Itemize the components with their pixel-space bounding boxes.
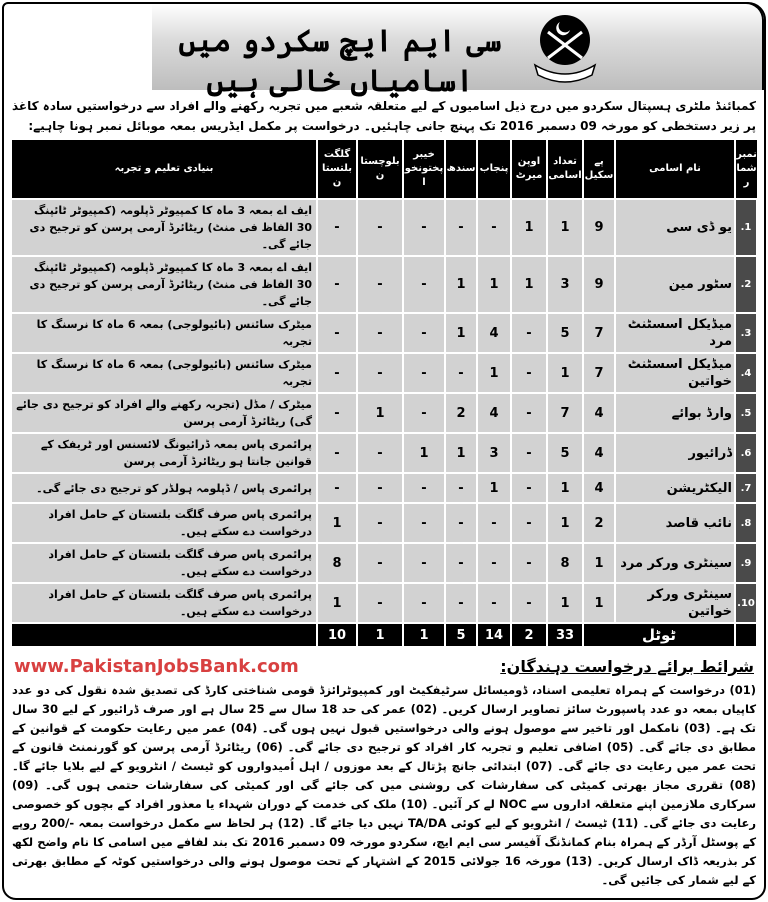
cell-open: - bbox=[511, 503, 547, 543]
cell-total: 5 bbox=[547, 313, 583, 353]
total-balochistan: 1 bbox=[357, 623, 403, 647]
cell-kp: - bbox=[403, 503, 445, 543]
cell-gb: 1 bbox=[317, 503, 357, 543]
cell-gb: - bbox=[317, 353, 357, 393]
cell-sindh: - bbox=[445, 353, 477, 393]
header-gilgit-baltistan: گلگت بلتستان bbox=[317, 140, 357, 199]
table-row bbox=[11, 583, 757, 623]
cell-kp: - bbox=[403, 256, 445, 313]
cell-no: 8. bbox=[735, 503, 757, 543]
cell-sindh: 1 bbox=[445, 256, 477, 313]
cell-gb: - bbox=[317, 393, 357, 433]
watermark: www.PakistanJobsBank.com bbox=[14, 656, 299, 677]
cell-open: - bbox=[511, 433, 547, 473]
header-post-name: نام اسامی bbox=[615, 140, 735, 199]
cell-scale: 4 bbox=[583, 433, 615, 473]
cell-scale: 1 bbox=[583, 583, 615, 623]
cell-scale: 4 bbox=[583, 393, 615, 433]
cell-balochistan: - bbox=[357, 353, 403, 393]
header-total-posts: تعداد اسامی bbox=[547, 140, 583, 199]
header-pay-scale: پے سکیل bbox=[583, 140, 615, 199]
cell-gb: - bbox=[317, 433, 357, 473]
table-row bbox=[11, 543, 757, 583]
cell-name: میڈیکل اسسٹنٹ خواتین bbox=[615, 353, 735, 393]
cell-name: سینٹری ورکر مرد bbox=[615, 543, 735, 583]
table-row bbox=[11, 199, 757, 256]
cell-name: سینٹری ورکر خواتین bbox=[615, 583, 735, 623]
header-sindh: سندھ bbox=[445, 140, 477, 199]
cell-kp: - bbox=[403, 543, 445, 583]
header bbox=[10, 4, 758, 99]
cell-total: 8 bbox=[547, 543, 583, 583]
header-qualification: بنیادی تعلیم و تجربہ bbox=[11, 140, 317, 199]
cell-no: 3. bbox=[735, 313, 757, 353]
header-punjab: پنجاب bbox=[477, 140, 511, 199]
header-serial: نمبر شمار bbox=[735, 140, 757, 199]
cell-total: 1 bbox=[547, 353, 583, 393]
cell-total: 1 bbox=[547, 199, 583, 256]
cell-qual: پرائمری پاس بمعہ ڈرائیونگ لائسنس اور ٹریفک کے قوانین جانتا ہو ریٹائرڈ آرمی پرسن bbox=[11, 433, 317, 473]
page-title: سی ایم ایچ سکردو میں اسامیاں خالی ہیں bbox=[178, 24, 502, 99]
cell-balochistan: 1 bbox=[357, 393, 403, 433]
cell-punjab: 1 bbox=[477, 473, 511, 503]
army-emblem-icon bbox=[530, 10, 600, 85]
ad-border bbox=[2, 2, 766, 900]
cell-no: 5. bbox=[735, 393, 757, 433]
cell-balochistan: - bbox=[357, 199, 403, 256]
cell-kp: - bbox=[403, 313, 445, 353]
cell-qual: میٹرک سائنس (بائیولوجی) بمعہ 6 ماہ کا نرسنگ کا تجربہ bbox=[11, 313, 317, 353]
cell-total: 3 bbox=[547, 256, 583, 313]
cell-qual: ایف اے بمعہ 3 ماہ کا کمپیوٹر ڈپلومہ (کمپیوٹر ٹائپنگ 30 الفاظ فی منٹ) ریٹائرڈ آرمی پرسن کو ترجیح دی جائے گی۔ bbox=[11, 256, 317, 313]
cell-scale: 9 bbox=[583, 199, 615, 256]
cell-no: 6. bbox=[735, 433, 757, 473]
table-row bbox=[11, 313, 757, 353]
cell-sindh: - bbox=[445, 583, 477, 623]
blank bbox=[11, 623, 317, 647]
cell-scale: 2 bbox=[583, 503, 615, 543]
cell-name: نائب قاصد bbox=[615, 503, 735, 543]
vacancies-table bbox=[10, 140, 758, 648]
cell-kp: - bbox=[403, 393, 445, 433]
cell-open: - bbox=[511, 473, 547, 503]
cell-no: 7. bbox=[735, 473, 757, 503]
cell-name: سٹور مین bbox=[615, 256, 735, 313]
total-punjab: 14 bbox=[477, 623, 511, 647]
cell-qual: پرائمری پاس صرف گلگت بلتستان کے حامل افراد درخواست دے سکتے ہیں۔ bbox=[11, 583, 317, 623]
table-header-row bbox=[11, 140, 757, 199]
total-open: 2 bbox=[511, 623, 547, 647]
cell-balochistan: - bbox=[357, 473, 403, 503]
cell-balochistan: - bbox=[357, 256, 403, 313]
cell-scale: 1 bbox=[583, 543, 615, 583]
cell-sindh: - bbox=[445, 503, 477, 543]
cell-punjab: 1 bbox=[477, 256, 511, 313]
total-kp: 1 bbox=[403, 623, 445, 647]
cell-open: - bbox=[511, 353, 547, 393]
cell-gb: 8 bbox=[317, 543, 357, 583]
cell-balochistan: - bbox=[357, 583, 403, 623]
cell-no: 4. bbox=[735, 353, 757, 393]
cell-sindh: 1 bbox=[445, 313, 477, 353]
cell-gb: - bbox=[317, 199, 357, 256]
cell-punjab: - bbox=[477, 199, 511, 256]
cell-punjab: - bbox=[477, 543, 511, 583]
cell-open: 1 bbox=[511, 256, 547, 313]
cell-qual: میٹرک / مڈل (تجربہ رکھنے والے افراد کو ترجیح دی جائے گی) ریٹائرڈ آرمی پرسن bbox=[11, 393, 317, 433]
cell-name: وارڈ بوائے bbox=[615, 393, 735, 433]
cell-qual: میٹرک سائنس (بائیولوجی) بمعہ 6 ماہ کا نرسنگ کا تجربہ bbox=[11, 353, 317, 393]
total-sindh: 5 bbox=[445, 623, 477, 647]
cell-qual: پرائمری پاس / ڈپلومہ ہولڈر کو ترجیح دی جائے گی۔ bbox=[11, 473, 317, 503]
cell-qual: پرائمری پاس صرف گلگت بلتستان کے حامل افراد درخواست دے سکتے ہیں۔ bbox=[11, 543, 317, 583]
table-row bbox=[11, 393, 757, 433]
cell-kp: - bbox=[403, 473, 445, 503]
header-balochistan: بلوچستان bbox=[357, 140, 403, 199]
cell-qual: پرائمری پاس صرف گلگت بلتستان کے حامل افراد درخواست دے سکتے ہیں۔ bbox=[11, 503, 317, 543]
cell-name: میڈیکل اسسٹنٹ مرد bbox=[615, 313, 735, 353]
cell-name: الیکٹریشن bbox=[615, 473, 735, 503]
total-gb: 10 bbox=[317, 623, 357, 647]
cell-open: - bbox=[511, 543, 547, 583]
cell-open: 1 bbox=[511, 199, 547, 256]
cell-gb: 1 bbox=[317, 583, 357, 623]
cell-scale: 7 bbox=[583, 313, 615, 353]
cell-punjab: 4 bbox=[477, 393, 511, 433]
cell-total: 1 bbox=[547, 473, 583, 503]
table-row bbox=[11, 503, 757, 543]
cell-punjab: 1 bbox=[477, 353, 511, 393]
cell-name: یو ڈی سی bbox=[615, 199, 735, 256]
cell-punjab: - bbox=[477, 583, 511, 623]
cell-gb: - bbox=[317, 313, 357, 353]
cell-kp: - bbox=[403, 199, 445, 256]
cell-scale: 4 bbox=[583, 473, 615, 503]
cell-kp: - bbox=[403, 353, 445, 393]
cell-gb: - bbox=[317, 256, 357, 313]
cell-qual: ایف اے بمعہ 3 ماہ کا کمپیوٹر ڈپلومہ (کمپیوٹر ٹائپنگ 30 الفاظ فی منٹ) ریٹائرڈ آرمی پرسن کو ترجیح دی جائے گی۔ bbox=[11, 199, 317, 256]
cell-no: 1. bbox=[735, 199, 757, 256]
cell-balochistan: - bbox=[357, 313, 403, 353]
cell-name: ڈرائیور bbox=[615, 433, 735, 473]
cell-total: 5 bbox=[547, 433, 583, 473]
cell-open: - bbox=[511, 313, 547, 353]
cell-punjab: 4 bbox=[477, 313, 511, 353]
cell-no: 9. bbox=[735, 543, 757, 583]
cell-kp: 1 bbox=[403, 433, 445, 473]
conditions-title: شرائط برائے درخواست دہندگان: bbox=[500, 657, 754, 676]
cell-sindh: - bbox=[445, 543, 477, 583]
cell-no: 10. bbox=[735, 583, 757, 623]
cell-punjab: 3 bbox=[477, 433, 511, 473]
blank bbox=[735, 623, 757, 647]
table-row bbox=[11, 353, 757, 393]
total-row bbox=[11, 623, 757, 647]
total-label: ٹوٹل bbox=[583, 623, 735, 647]
conditions-text: (01) درخواست کے ہمراہ تعلیمی اسناد، ڈومیسائل سرٹیفکیٹ اور کمپیوٹرائزڈ قومی شناختی کارڈ کی تصدیق شدہ نقول کی دو عدد کاپیاں بمعہ دو عدد پاسپورٹ سائز تصاویر ارسال کریں۔ (02) عمر کی حد 18 سال سے 25 سال ہے اور صرف ڈرائیور کے لیے 30 سال تک ہے۔ (03) نامکمل اور تاخیر سے موصول ہونے والی درخواستیں قبول نہیں ہوں گی۔ (04) عمر میں رعایت حکومت کے قوانین کے مطابق دی جائے گی۔ (05) اضافی تعلیم و تجربہ کار افراد کو ترجیح دی جائے گی۔ (06) ریٹائرڈ آرمی پرسن کو گورنمنٹ قانون کے تحت عمر میں رعایت دی جائے گی۔ (07) ابتدائی جانچ پڑتال کے بعد موزوں / اہل اُمیدواروں کو ٹیسٹ / انٹرویو کے لیے بلایا جائے گا۔ (08) تقرری مجاز بھرتی کمیٹی کی سفارشات کی روشنی میں کی جائے گی اور کمیٹی کی سفارشات حتمی ہوں گی۔ (09) سرکاری ملازمین اپنے متعلقہ اداروں سے NOC لے کر آئیں۔ (10) ملک کی خدمت کے دوران شہداء یا معذور افراد کے بچوں کو خصوصی رعایت دی جائے گی۔ (11) ٹیسٹ / انٹرویو کے لیے کوئی TA/DA نہیں دیا جائے گا۔ (12) ہر لحاظ سے مکمل درخواست بمعہ -/200 روپے کے پوسٹل آرڈر کے ہمراہ بنام کمانڈنگ آفیسر سی ایم ایچ، سکردو مورخہ 09 دسمبر 2016 تک بند لفافے میں اسامی کا نام واضح لکھ کر بذریعہ ڈاک ارسال کریں۔ (13) مورخہ 16 جولائی 2015 کے اشتہار کے تحت موصول ہونے والی درخواستیں کوٹہ کے مطابق بھرتی کے لیے شمار کی جائیں گی۔ bbox=[12, 683, 757, 887]
cell-sindh: - bbox=[445, 473, 477, 503]
cell-open: - bbox=[511, 393, 547, 433]
table-row bbox=[11, 256, 757, 313]
cell-open: - bbox=[511, 583, 547, 623]
header-kp: خیبر پختونخوا bbox=[403, 140, 445, 199]
table-row bbox=[11, 473, 757, 503]
cell-no: 2. bbox=[735, 256, 757, 313]
cell-sindh: 1 bbox=[445, 433, 477, 473]
cell-gb: - bbox=[317, 473, 357, 503]
cell-balochistan: - bbox=[357, 543, 403, 583]
cell-balochistan: - bbox=[357, 433, 403, 473]
total-posts: 33 bbox=[547, 623, 583, 647]
header-open-merit: اوپن میرٹ bbox=[511, 140, 547, 199]
cell-total: 7 bbox=[547, 393, 583, 433]
intro-paragraph: کمبائنڈ ملٹری ہسپتال سکردو میں درج ذیل اسامیوں کے لیے متعلقہ شعبے میں تجربہ رکھنے والے افراد سے درخواستیں سادہ کاغذ پر زیر دستخطی کو مورخہ 09 دسمبر 2016 تک پہنچ جانی چاہئیں۔ درخواست پر مکمل ایڈریس بمعہ موبائل نمبر ہونا چاہیے: bbox=[12, 99, 756, 133]
cell-sindh: 2 bbox=[445, 393, 477, 433]
table-row bbox=[11, 433, 757, 473]
cell-kp: - bbox=[403, 583, 445, 623]
cell-sindh: - bbox=[445, 199, 477, 256]
cell-total: 1 bbox=[547, 503, 583, 543]
cell-scale: 9 bbox=[583, 256, 615, 313]
cell-scale: 7 bbox=[583, 353, 615, 393]
conditions-heading-row bbox=[14, 656, 754, 677]
cell-punjab: - bbox=[477, 503, 511, 543]
cell-balochistan: - bbox=[357, 503, 403, 543]
cell-total: 1 bbox=[547, 583, 583, 623]
